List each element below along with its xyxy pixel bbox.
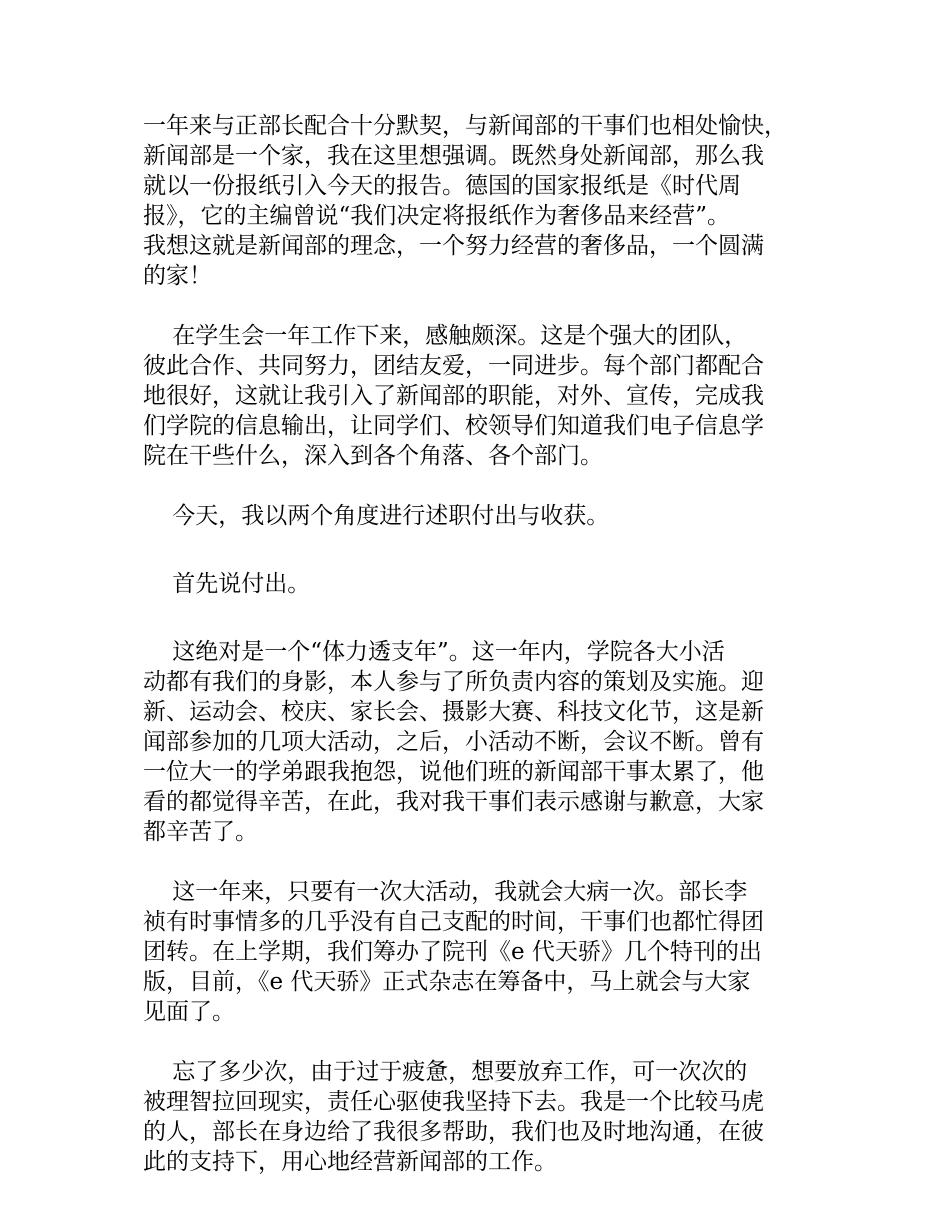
- text-line: 此的支持下，用心地经营新闻部的工作。: [143, 1149, 557, 1175]
- paragraph-4: [143, 569, 823, 599]
- paragraph-7: [143, 1057, 823, 1177]
- text-line: 这一年来，只要有一次大活动，我就会大病一次。部长李: [143, 879, 748, 905]
- text-line: 报》，它的主编曾说“我们决定将报纸作为奢侈品来经营”。: [143, 203, 731, 229]
- text-line: 这绝对是一个“体力透支年”。这一年内，学院各大小活: [143, 639, 725, 665]
- text-line: 忘了多少次，由于过于疲惫，想要放弃工作，可一次次的: [143, 1059, 748, 1085]
- paragraph-6: [143, 877, 823, 1027]
- text-line: 一年来与正部长配合十分默契，与新闻部的干事们也相处愉快，: [143, 113, 787, 139]
- text-line: 团转。在上学期，我们筹办了院刊《e 代天骄》几个特刊的出: [143, 939, 762, 965]
- text-line: 看的都觉得辛苦，在此，我对我干事们表示感谢与歉意，大家: [143, 789, 764, 815]
- document-body: [143, 111, 823, 1207]
- text-line: 新闻部是一个家，我在这里想强调。既然身处新闻部，那么我: [143, 143, 764, 169]
- paragraph-5: [143, 637, 823, 847]
- text-line: 的家！: [143, 263, 212, 289]
- text-line: 版，目前，《e 代天骄》正式杂志在筹备中，马上就会与大家: [143, 969, 751, 995]
- paragraph-1: [143, 111, 823, 291]
- text-line: 我想这就是新闻部的理念，一个努力经营的奢侈品，一个圆满: [143, 233, 764, 259]
- text-line: 就以一份报纸引入今天的报告。德国的国家报纸是《时代周: [143, 173, 741, 199]
- text-line: 动都有我们的身影，本人参与了所负责内容的策划及实施。迎: [143, 669, 764, 695]
- text-line: 的人，部长在身边给了我很多帮助，我们也及时地沟通，在彼: [143, 1119, 764, 1145]
- text-line: 被理智拉回现实，责任心驱使我坚持下去。我是一个比较马虎: [143, 1089, 764, 1115]
- text-line: 彼此合作、共同努力，团结友爱，一同进步。每个部门都配合: [143, 353, 764, 379]
- text-line: 一位大一的学弟跟我抱怨，说他们班的新闻部干事太累了，他: [143, 759, 764, 785]
- text-line: 在学生会一年工作下来，感触颇深。这是个强大的团队，: [143, 323, 748, 349]
- text-line: 都辛苦了。: [143, 819, 258, 845]
- text-line: 见面了。: [143, 999, 235, 1025]
- text-line: 今天，我以两个角度进行述职付出与收获。: [143, 503, 610, 529]
- text-line: 新、运动会、校庆、家长会、摄影大赛、科技文化节，这是新: [143, 699, 764, 725]
- text-line: 地很好，这就让我引入了新闻部的职能，对外、宣传，完成我: [143, 383, 764, 409]
- text-line: 首先说付出。: [143, 571, 311, 597]
- text-line: 们学院的信息输出，让同学们、校领导们知道我们电子信息学: [143, 413, 764, 439]
- text-line: 闻部参加的几项大活动，之后，小活动不断，会议不断。曾有: [143, 729, 764, 755]
- text-line: 院在干些什么，深入到各个角落、各个部门。: [143, 443, 603, 469]
- paragraph-3: [143, 501, 823, 531]
- paragraph-2: [143, 321, 823, 471]
- text-line: 祯有时事情多的几乎没有自己支配的时间，干事们也都忙得团: [143, 909, 764, 935]
